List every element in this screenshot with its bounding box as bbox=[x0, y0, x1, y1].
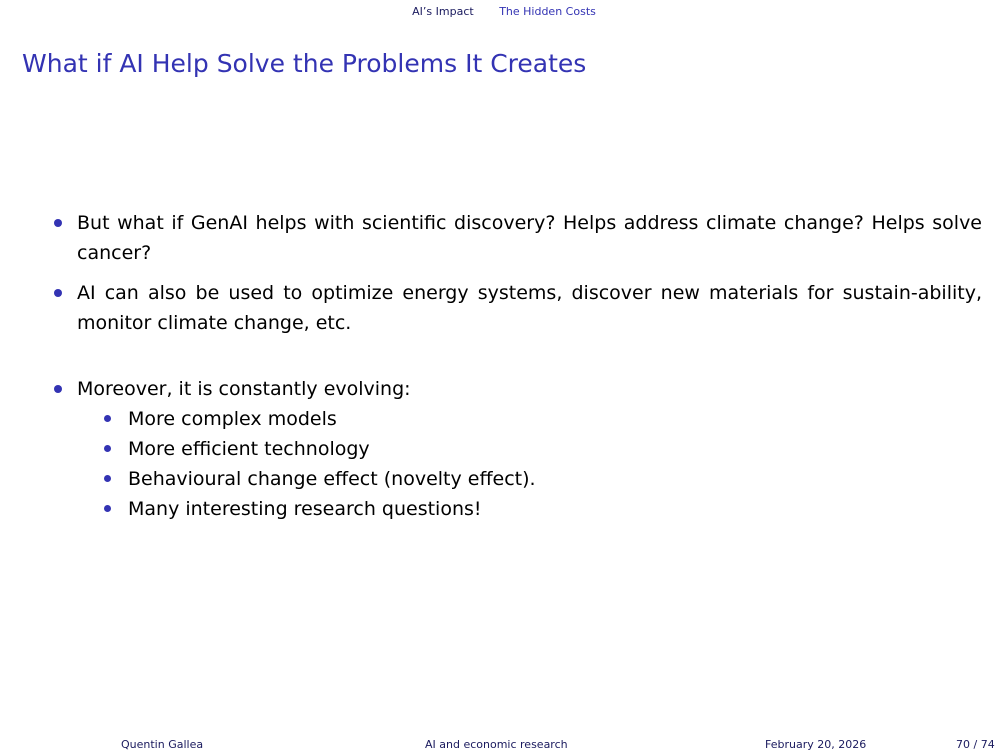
bullet-text: AI can also be used to optimize energy systems, discover new materials for sustain-ability, monitor climate change, etc. bbox=[77, 282, 982, 334]
sub-bullet-item bbox=[52, 404, 982, 434]
bullet-icon bbox=[54, 385, 62, 393]
nav-section[interactable]: AI’s Impact bbox=[412, 5, 474, 18]
bullet-text: Moreover, it is constantly evolving: bbox=[77, 378, 411, 400]
footer-talk-title: AI and economic research bbox=[425, 738, 568, 751]
sub-bullet-item bbox=[52, 434, 982, 464]
bullet-item bbox=[52, 374, 982, 404]
footer-page-number: 70 / 74 bbox=[956, 738, 995, 751]
sub-bullet-text: More complex models bbox=[128, 408, 337, 430]
slide-title: What if AI Help Solve the Problems It Creates bbox=[22, 49, 587, 78]
sub-bullet-icon bbox=[104, 445, 111, 452]
footer bbox=[0, 736, 1008, 754]
bullet-item bbox=[52, 208, 982, 268]
sub-bullet-icon bbox=[104, 505, 111, 512]
footer-date: February 20, 2026 bbox=[765, 738, 867, 751]
slide-content bbox=[52, 208, 982, 524]
nav-subsection[interactable]: The Hidden Costs bbox=[499, 5, 596, 18]
sub-bullet-text: Behavioural change effect (novelty effect). bbox=[128, 468, 536, 490]
sub-bullet-list bbox=[52, 404, 982, 524]
sub-bullet-item bbox=[52, 494, 982, 524]
sub-bullet-text: Many interesting research questions! bbox=[128, 498, 482, 520]
bullet-icon bbox=[54, 289, 62, 297]
header-navigation bbox=[0, 4, 1008, 20]
sub-bullet-icon bbox=[104, 415, 111, 422]
bullet-item bbox=[52, 278, 982, 338]
sub-bullet-text: More efficient technology bbox=[128, 438, 370, 460]
sub-bullet-icon bbox=[104, 475, 111, 482]
sub-bullet-item bbox=[52, 464, 982, 494]
bullet-text: But what if GenAI helps with scientific discovery? Helps address climate change? Helps solve cancer? bbox=[77, 212, 982, 264]
bullet-icon bbox=[54, 219, 62, 227]
footer-author: Quentin Gallea bbox=[121, 738, 204, 751]
